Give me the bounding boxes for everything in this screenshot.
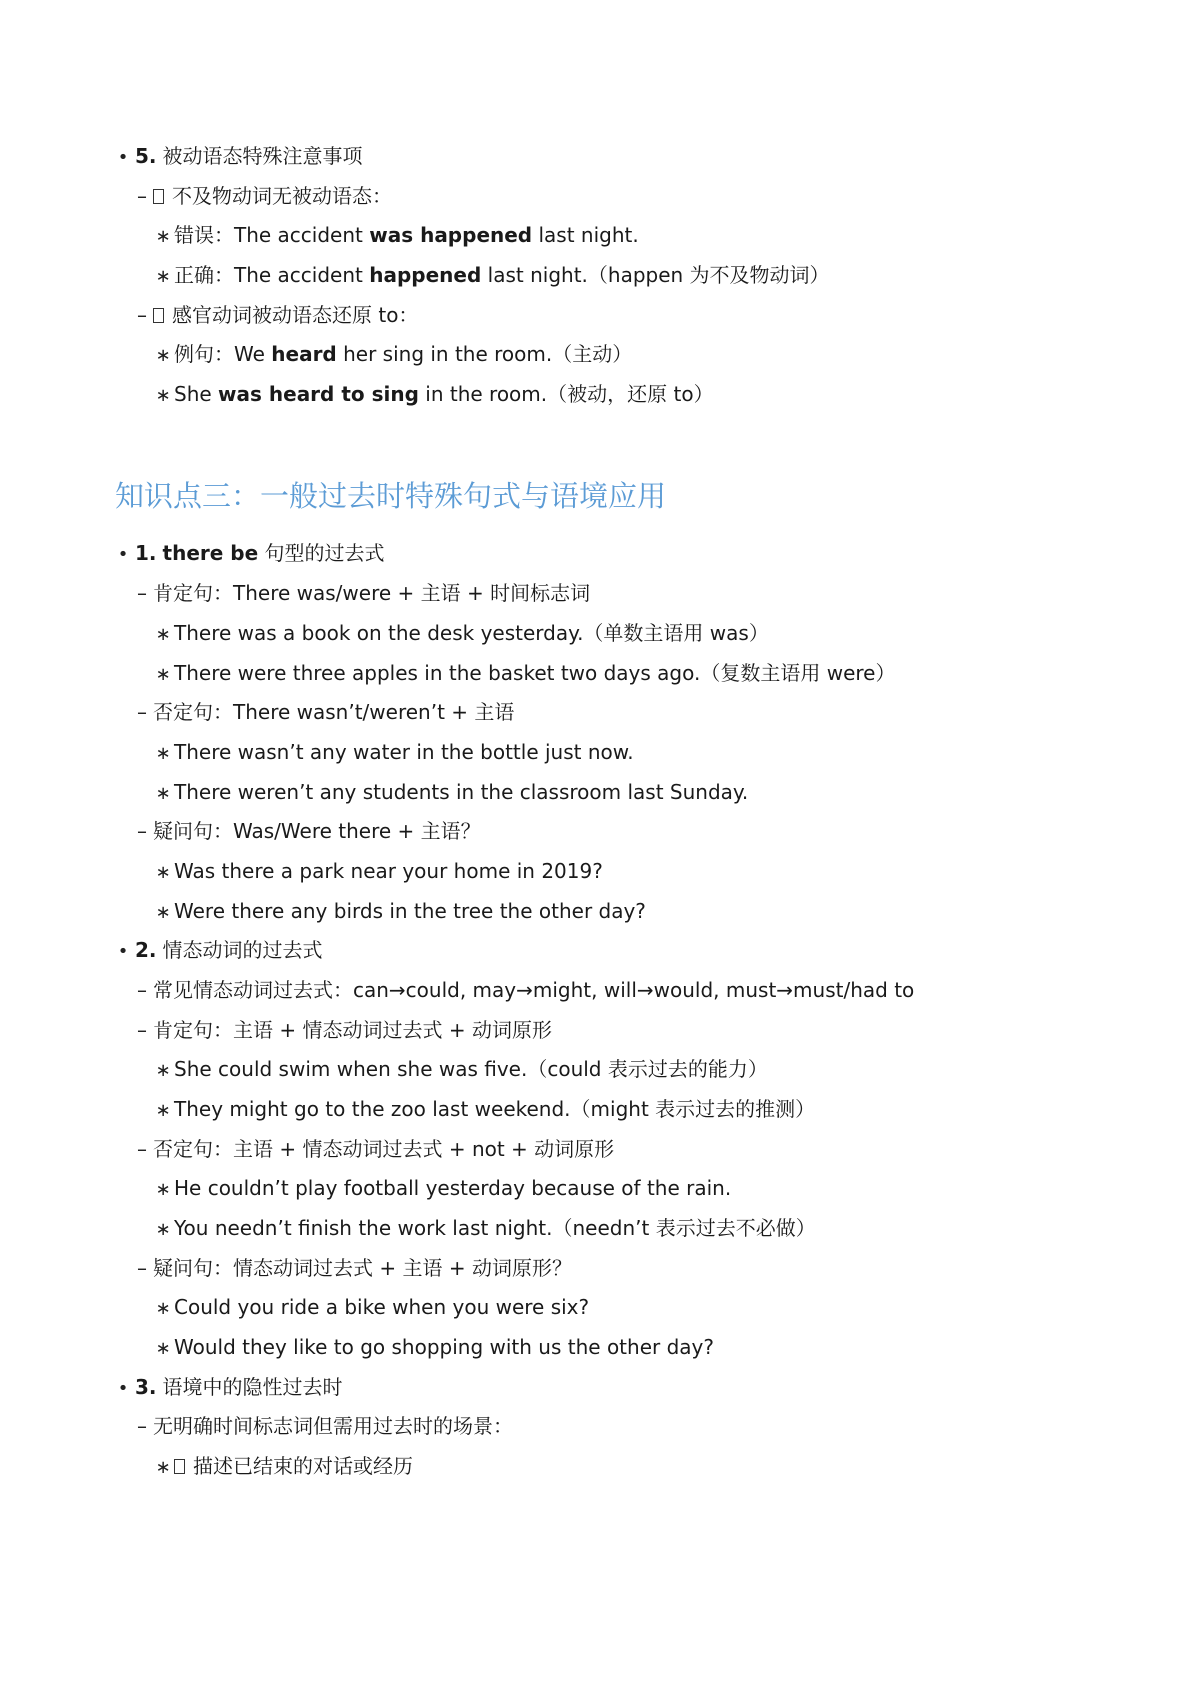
list-item: – 疑问句：Was/Were there + 主语？ (131, 818, 481, 844)
bullet-icon: • (117, 941, 129, 962)
list-item: ∗ 错误：The accident was happened last night. (152, 222, 639, 250)
list-item: ∗ He couldn’t play football yesterday because of the rain. (152, 1175, 731, 1203)
asterisk-icon: ∗ (155, 1338, 171, 1359)
asterisk-icon: ∗ (155, 743, 171, 764)
list-item: ∗ Was there a park near your home in 2019? (152, 858, 603, 886)
list-item: ∗ There were three apples in the basket two days ago.（复数主语用 were） (152, 660, 895, 688)
list-item: – 无明确时间标志词但需用过去时的场景： (131, 1413, 513, 1439)
asterisk-icon: ∗ (155, 1179, 171, 1200)
asterisk-icon: ∗ (155, 1100, 171, 1121)
list-item: – 感官动词被动语态还原 to： (131, 302, 418, 328)
asterisk-icon: ∗ (155, 345, 171, 366)
asterisk-icon: ∗ (155, 902, 171, 923)
list-item: ∗ She was heard to sing in the room.（被动，还原 to） (152, 381, 714, 409)
list-item: ∗ She could swim when she was five.（could 表示过去的能力） (152, 1056, 768, 1084)
bullet-icon: • (117, 1378, 129, 1399)
asterisk-icon: ∗ (155, 862, 171, 883)
asterisk-icon: ∗ (155, 1298, 171, 1319)
list-item: • 3. 语境中的隐性过去时 (113, 1374, 343, 1402)
asterisk-icon: ∗ (155, 624, 171, 645)
list-item: ∗ 正确：The accident happened last night.（happen 为不及物动词） (152, 262, 830, 290)
list-item: ∗ Could you ride a bike when you were six? (152, 1294, 589, 1322)
list-item: – 肯定句：主语 + 情态动词过去式 + 动词原形 (131, 1017, 552, 1043)
list-item: ∗ 描述已结束的对话或经历 (152, 1453, 413, 1481)
asterisk-icon: ∗ (155, 1219, 171, 1240)
dash-icon: – (137, 1256, 147, 1280)
section-heading: 知识点三：一般过去时特殊句式与语境应用 (115, 479, 667, 513)
list-item: ∗ There wasn’t any water in the bottle just now. (152, 739, 634, 767)
list-item: • 1. there be 句型的过去式 (113, 540, 385, 568)
checkbox-icon (153, 189, 164, 204)
list-item: – 否定句：There wasn’t/weren’t + 主语 (131, 699, 514, 725)
asterisk-icon: ∗ (155, 266, 171, 287)
dash-icon: – (137, 978, 147, 1002)
list-item: – 常见情态动词过去式：can→could, may→might, will→would, must→must/had to (131, 977, 914, 1003)
asterisk-icon: ∗ (155, 385, 171, 406)
list-item: ∗ They might go to the zoo last weekend.（might 表示过去的推测） (152, 1096, 815, 1124)
bullet-icon: • (117, 544, 129, 565)
list-item: – 疑问句：情态动词过去式 + 主语 + 动词原形？ (131, 1255, 572, 1281)
dash-icon: – (137, 700, 147, 724)
list-item: ∗ There was a book on the desk yesterday.（单数主语用 was） (152, 620, 769, 648)
checkbox-icon (174, 1459, 185, 1474)
dash-icon: – (137, 184, 147, 208)
list-item: – 否定句：主语 + 情态动词过去式 + not + 动词原形 (131, 1136, 614, 1162)
list-item: – 肯定句：There was/were + 主语 + 时间标志词 (131, 580, 590, 606)
list-item: ∗ Would they like to go shopping with us the other day? (152, 1334, 714, 1362)
asterisk-icon: ∗ (155, 664, 171, 685)
dash-icon: – (137, 819, 147, 843)
dash-icon: – (137, 1018, 147, 1042)
list-item: ∗ 例句：We heard her sing in the room.（主动） (152, 341, 632, 369)
bullet-icon: • (117, 147, 129, 168)
list-item: • 2. 情态动词的过去式 (113, 937, 323, 965)
list-item: ∗ There weren’t any students in the classroom last Sunday. (152, 779, 748, 807)
dash-icon: – (137, 581, 147, 605)
list-item: • 5. 被动语态特殊注意事项 (113, 143, 363, 171)
asterisk-icon: ∗ (155, 1060, 171, 1081)
list-item: ∗ You needn’t finish the work last night.（needn’t 表示过去不必做） (152, 1215, 816, 1243)
dash-icon: – (137, 1137, 147, 1161)
dash-icon: – (137, 1414, 147, 1438)
asterisk-icon: ∗ (155, 1457, 171, 1478)
dash-icon: – (137, 303, 147, 327)
asterisk-icon: ∗ (155, 226, 171, 247)
list-item: – 不及物动词无被动语态： (131, 183, 392, 209)
list-item: ∗ Were there any birds in the tree the other day? (152, 898, 646, 926)
checkbox-icon (153, 308, 164, 323)
asterisk-icon: ∗ (155, 783, 171, 804)
